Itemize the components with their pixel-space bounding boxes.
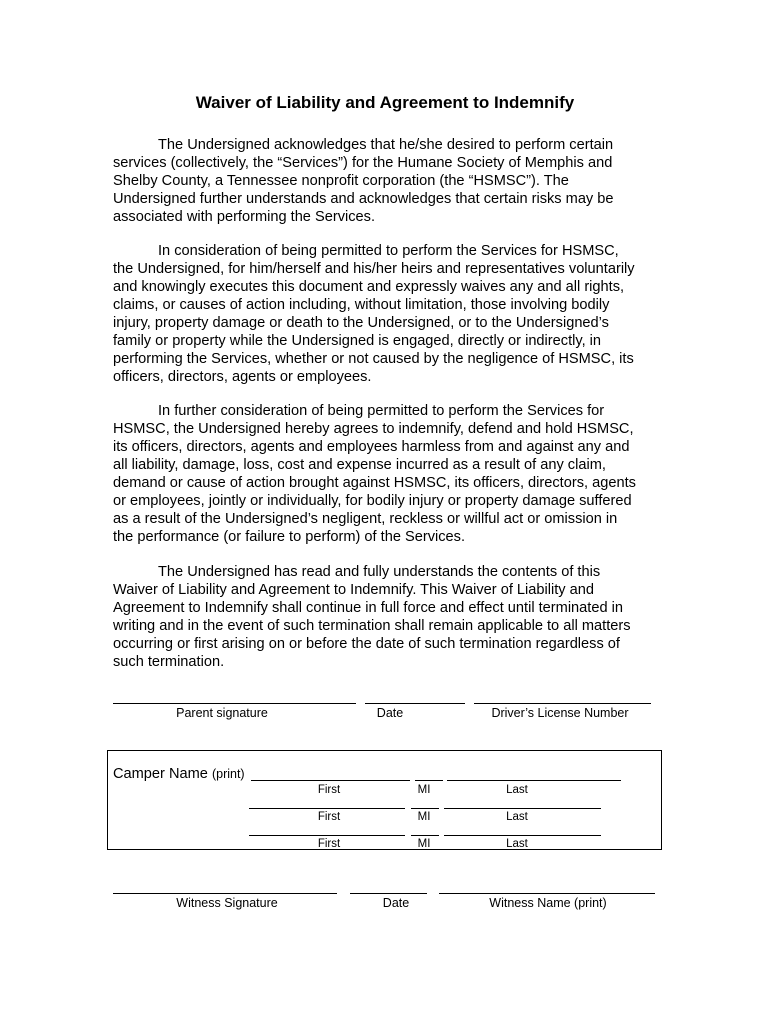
camper-name-label: Camper Name (print) xyxy=(113,766,245,782)
witness-signature-caption: Witness Signature xyxy=(176,896,278,910)
camper-mi-line[interactable] xyxy=(415,780,443,781)
paragraph-acceptance: The Undersigned has read and fully understands the contents of this Waiver of Liability and Agreement to Indemnify. This Waiver of Liability and Agreement to Indemnify shall continue in full force and effect until terminated in writing and in the event of such termination shall remain applicable to all matters occurring or first arising on or before the date of such termination regardless of such termination. xyxy=(113,564,631,670)
camper-first-line[interactable] xyxy=(249,835,405,836)
camper-mi-caption: MI xyxy=(417,784,431,796)
parent-date-line[interactable] xyxy=(365,703,465,704)
document-title: Waiver of Liability and Agreement to Indemnify xyxy=(195,93,575,112)
camper-last-caption: Last xyxy=(506,811,528,823)
witness-name-line[interactable] xyxy=(439,893,655,894)
parent-signature-caption: Parent signature xyxy=(176,706,268,720)
witness-date-line[interactable] xyxy=(350,893,427,894)
camper-mi-line[interactable] xyxy=(411,808,439,809)
drivers-license-caption: Driver’s License Number xyxy=(491,706,629,720)
camper-first-caption: First xyxy=(317,784,341,796)
drivers-license-line[interactable] xyxy=(474,703,651,704)
camper-first-line[interactable] xyxy=(251,780,410,781)
camper-first-caption: First xyxy=(317,838,341,850)
camper-first-caption: First xyxy=(317,811,341,823)
camper-last-caption: Last xyxy=(506,838,528,850)
camper-mi-caption: MI xyxy=(417,838,431,850)
camper-last-line[interactable] xyxy=(447,780,621,781)
camper-last-line[interactable] xyxy=(444,808,601,809)
camper-mi-caption: MI xyxy=(417,811,431,823)
paragraph-acknowledgement: The Undersigned acknowledges that he/she desired to perform certain services (collectively, the “Services”) for the Humane Society of Memphis and Shelby County, a Tennessee nonprofit corporation (the “HSMSC”). The Undersigned further understands and acknowledges that certain risks may be associated with performing the Services. xyxy=(113,137,614,225)
paragraph-indemnify: In further consideration of being permitted to perform the Services for HSMSC, the Undersigned hereby agrees to indemnify, defend and hold HSMSC, its officers, directors, agents and employees harmless from and against any and all liability, damage, loss, cost and expense incurred as a result of any claim, demand or cause of action brought against HSMSC, its officers, directors, agents or employees, jointly or individually, for bodily injury or property damage suffered as a result of the Undersigned’s negligent, reckless or willful act or omission in the performance (or failure to perform) of the Services. xyxy=(113,403,636,545)
witness-name-caption: Witness Name (print) xyxy=(489,896,607,910)
camper-last-line[interactable] xyxy=(444,835,601,836)
paragraph-waiver: In consideration of being permitted to perform the Services for HSMSC, the Undersigned, for him/herself and his/her heirs and representatives voluntarily and knowingly executes this document and expressly waives any and all rights, claims, or causes of action including, without limitation, those involving bodily injury, property damage or death to the Undersigned, or to the Undersigned’s family or property while the Undersigned is engaged, directly or indirectly, in performing the Services, whether or not caused by the negligence of HSMSC, its officers, directors, agents or employees. xyxy=(113,243,635,385)
witness-signature-line[interactable] xyxy=(113,893,337,894)
camper-first-line[interactable] xyxy=(249,808,405,809)
camper-mi-line[interactable] xyxy=(411,835,439,836)
witness-date-caption: Date xyxy=(382,896,410,910)
parent-signature-line[interactable] xyxy=(113,703,356,704)
camper-last-caption: Last xyxy=(506,784,528,796)
parent-date-caption: Date xyxy=(376,706,404,720)
